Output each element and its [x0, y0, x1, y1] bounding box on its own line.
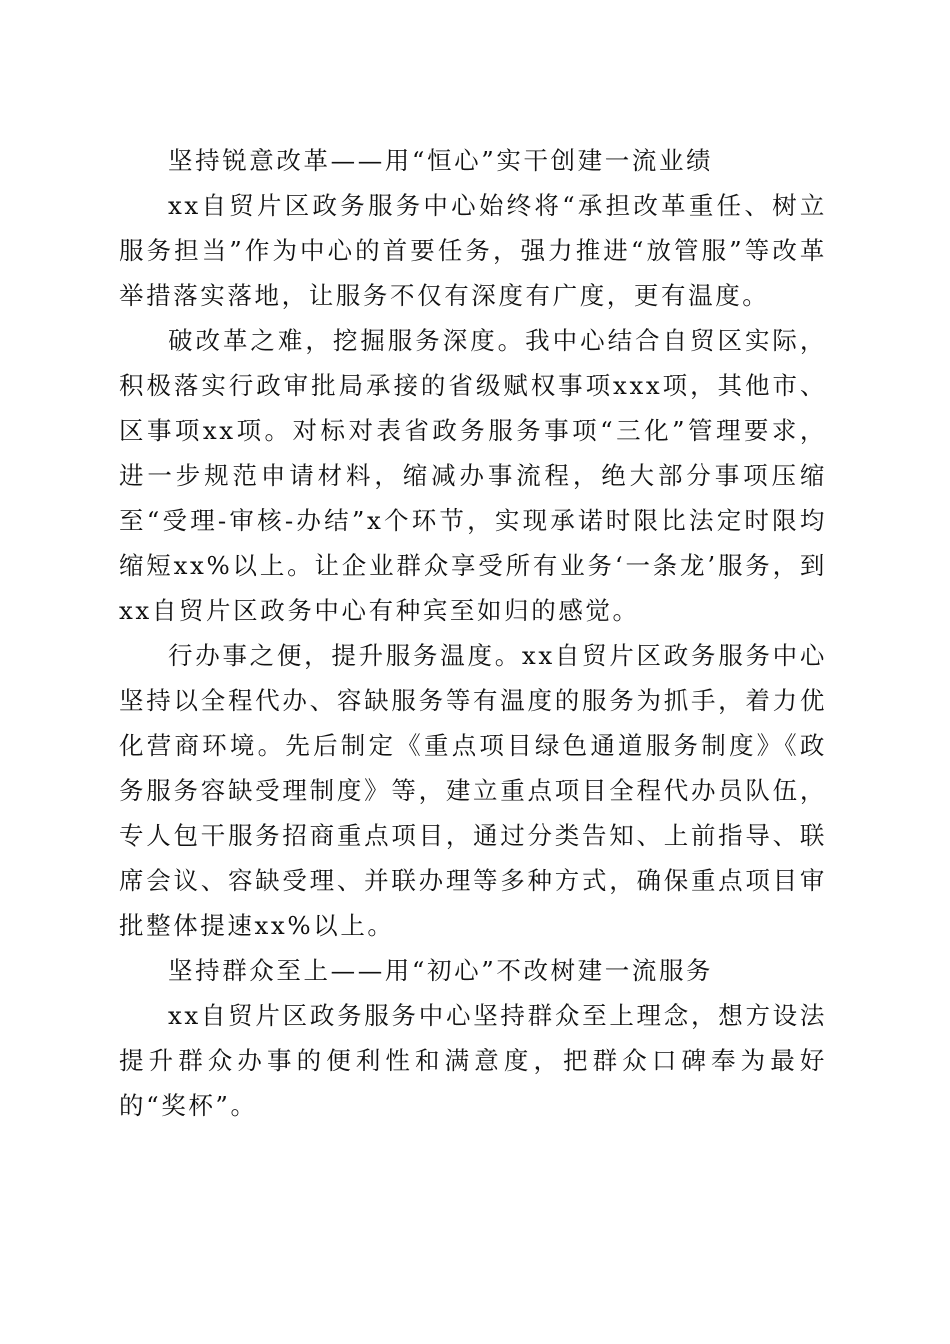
section-heading-reform: 坚持锐意改革——用“恒心”实干创建一流业绩: [168, 146, 714, 175]
paragraph-service-depth: 破改革之难，挖掘服务深度。我中心结合自贸区实际，积极落实行政审批局承接的省级赋权事项xxx项，其他市、区事项xx项。对标对表省政务服务事项“三化”管理要求，进一步规范申请材料，缩减办事流程，绝大部分事项压缩至“受理-审核-办结”x个环节，实现承诺时限比法定时限均缩短xx%以上。让企业群众享受所有业务‘一条龙’服务，到xx自贸片区政务中心有种宾至如归的感觉。: [119, 326, 827, 625]
paragraph-intro-reform: xx自贸片区政务服务中心始终将“承担改革重任、树立服务担当”作为中心的首要任务，强力推进“放管服”等改革举措落实落地，让服务不仅有深度有广度，更有温度。: [119, 191, 827, 310]
paragraph-service-warmth: 行办事之便，提升服务温度。xx自贸片区政务服务中心坚持以全程代办、容缺服务等有温度的服务为抓手，着力优化营商环境。先后制定《重点项目绿色通道服务制度》《政务服务容缺受理制度》等，建立重点项目全程代办员队伍，专人包干服务招商重点项目，通过分类告知、上前指导、联席会议、容缺受理、并联办理等多种方式，确保重点项目审批整体提速xx%以上。: [119, 641, 827, 940]
paragraph-intro-people: xx自贸片区政务服务中心坚持群众至上理念，想方设法提升群众办事的便利性和满意度，把群众口碑奉为最好的“奖杯”。: [119, 1001, 827, 1120]
document-body: [119, 138, 827, 1128]
section-heading-people: 坚持群众至上——用“初心”不改树建一流服务: [168, 956, 714, 985]
